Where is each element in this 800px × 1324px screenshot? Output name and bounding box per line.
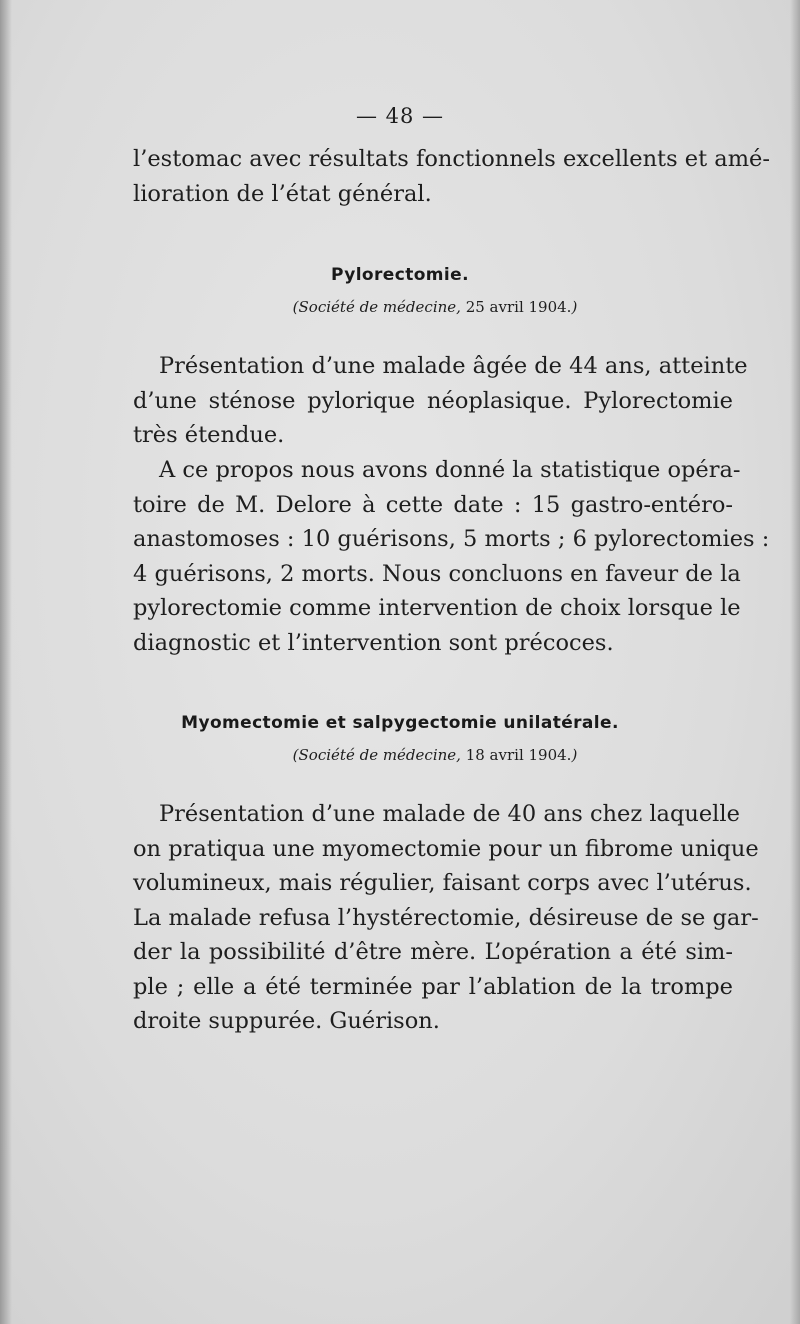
page-left-edge-shadow: [0, 0, 12, 1324]
section-title-pylorectomie: Pylorectomie.: [331, 265, 469, 285]
text-line: pylorectomie comme intervention de choix lorsque le: [133, 595, 741, 621]
text-line: lioration de l’état général.: [133, 180, 432, 207]
text-line: d’une sténose pylorique néoplasique. Pylorectomie: [133, 387, 733, 414]
page-right-edge-shadow: [790, 0, 800, 1324]
text-line: anastomoses : 10 guérisons, 5 morts ; 6 pylorectomies :: [133, 526, 770, 552]
text-line: on pratiqua une myomectomie pour un fibrome unique: [133, 835, 759, 862]
citation-date: 25 avril 1904.: [465, 298, 572, 316]
page-number: — 48 —: [355, 104, 445, 128]
text-line: très étendue.: [133, 422, 285, 448]
text-line: volumineux, mais régulier, faisant corps avec l’utérus.: [133, 870, 752, 896]
text-line: der la possibilité d’être mère. L’opération a été sim-: [133, 939, 733, 965]
text-line: Présentation d’une malade de 40 ans chez laquelle: [159, 801, 740, 827]
citation-source: Société de médecine,: [298, 298, 461, 316]
section-citation: (Société de médecine, 25 avril 1904.): [292, 298, 578, 316]
text-line: l’estomac avec résultats fonctionnels excellents et amé-: [133, 146, 770, 172]
paragraph-statistics: [133, 453, 770, 660]
text-line: toire de M. Delore à cette date : 15 gastro-entéro-: [133, 491, 733, 518]
text-line: A ce propos nous avons donné la statistique opéra-: [159, 457, 741, 483]
citation-date: 18 avril 1904.: [465, 746, 572, 764]
text-line: Présentation d’une malade âgée de 44 ans, atteinte: [159, 353, 748, 379]
text-line: diagnostic et l’intervention sont précoces.: [133, 629, 614, 656]
paragraph-presentation-1: [133, 349, 748, 453]
text-line: ple ; elle a été terminée par l’ablation de la trompe: [133, 973, 733, 1000]
section-citation: (Société de médecine, 18 avril 1904.): [292, 746, 578, 764]
paragraph-presentation-2: [133, 797, 759, 1039]
citation-source: Société de médecine,: [298, 746, 461, 764]
section-title-myomectomie: Myomectomie et salpygectomie unilatérale.: [181, 713, 619, 733]
text-line: 4 guérisons, 2 morts. Nous concluons en faveur de la: [133, 560, 741, 587]
continuation-paragraph: [133, 142, 770, 211]
text-line: droite suppurée. Guérison.: [133, 1008, 440, 1034]
text-line: La malade refusa l’hystérectomie, désireuse de se gar-: [133, 904, 759, 931]
